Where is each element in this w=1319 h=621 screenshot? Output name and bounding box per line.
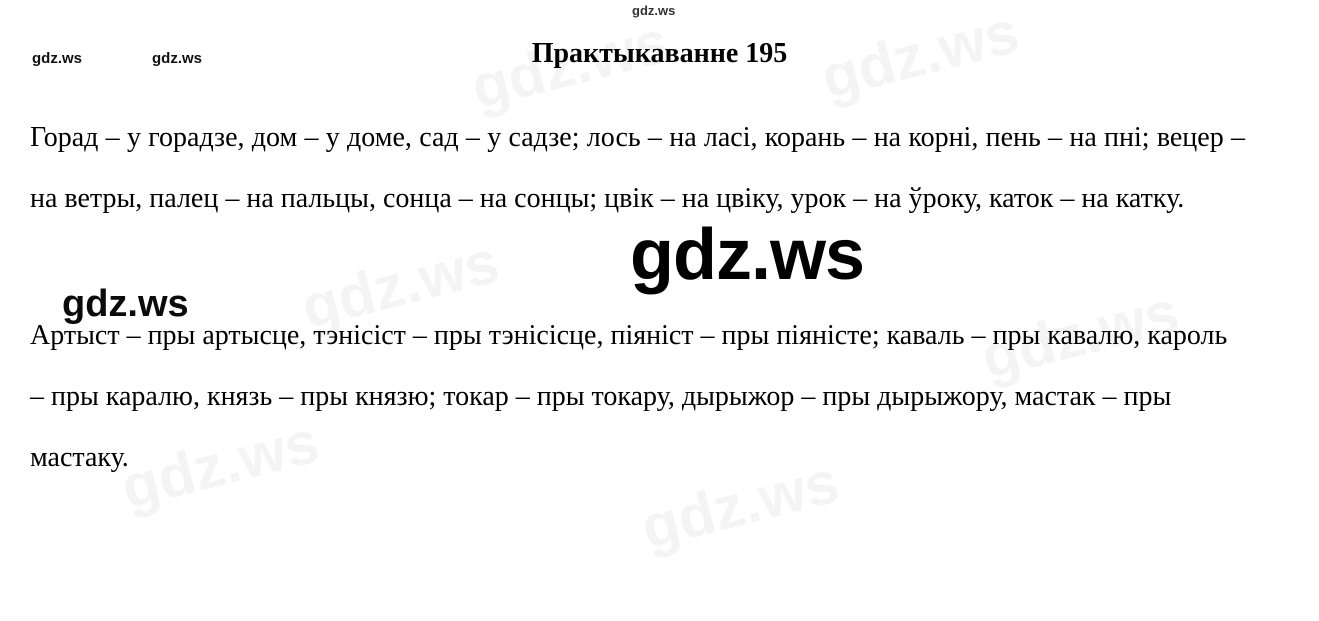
watermark-left-a: gdz.ws — [32, 50, 83, 67]
paragraph-text: Горад – у горадзе, дом – у доме, сад – у садзе; лось – на ласі, корань – на корні, пень – на пні; вецер – на ветры, палец – на пальцы, сонца – на сонцы; цвік – на цвіку, урок – на ўроку, каток – на катку. — [30, 122, 1245, 214]
watermark-main: gdz.ws — [630, 215, 865, 295]
exercise-paragraph-2 — [30, 305, 1245, 488]
paragraph-text: Артыст – пры артысце, тэнісіст – пры тэнісісце, піяніст – пры піяністе; каваль – пры кавалю, кароль – пры каралю, князь – пры князю; токар – пры токару, дырыжор – пры дырыжору, мастак – пры мастаку. — [30, 320, 1228, 473]
page-title: Практыкаванне 195 — [531, 38, 788, 69]
watermark-mid: gdz.ws — [62, 283, 189, 325]
watermark-top-center: gdz.ws — [632, 3, 676, 18]
watermark-left-b: gdz.ws — [152, 50, 203, 67]
exercise-paragraph-1 — [30, 107, 1245, 229]
